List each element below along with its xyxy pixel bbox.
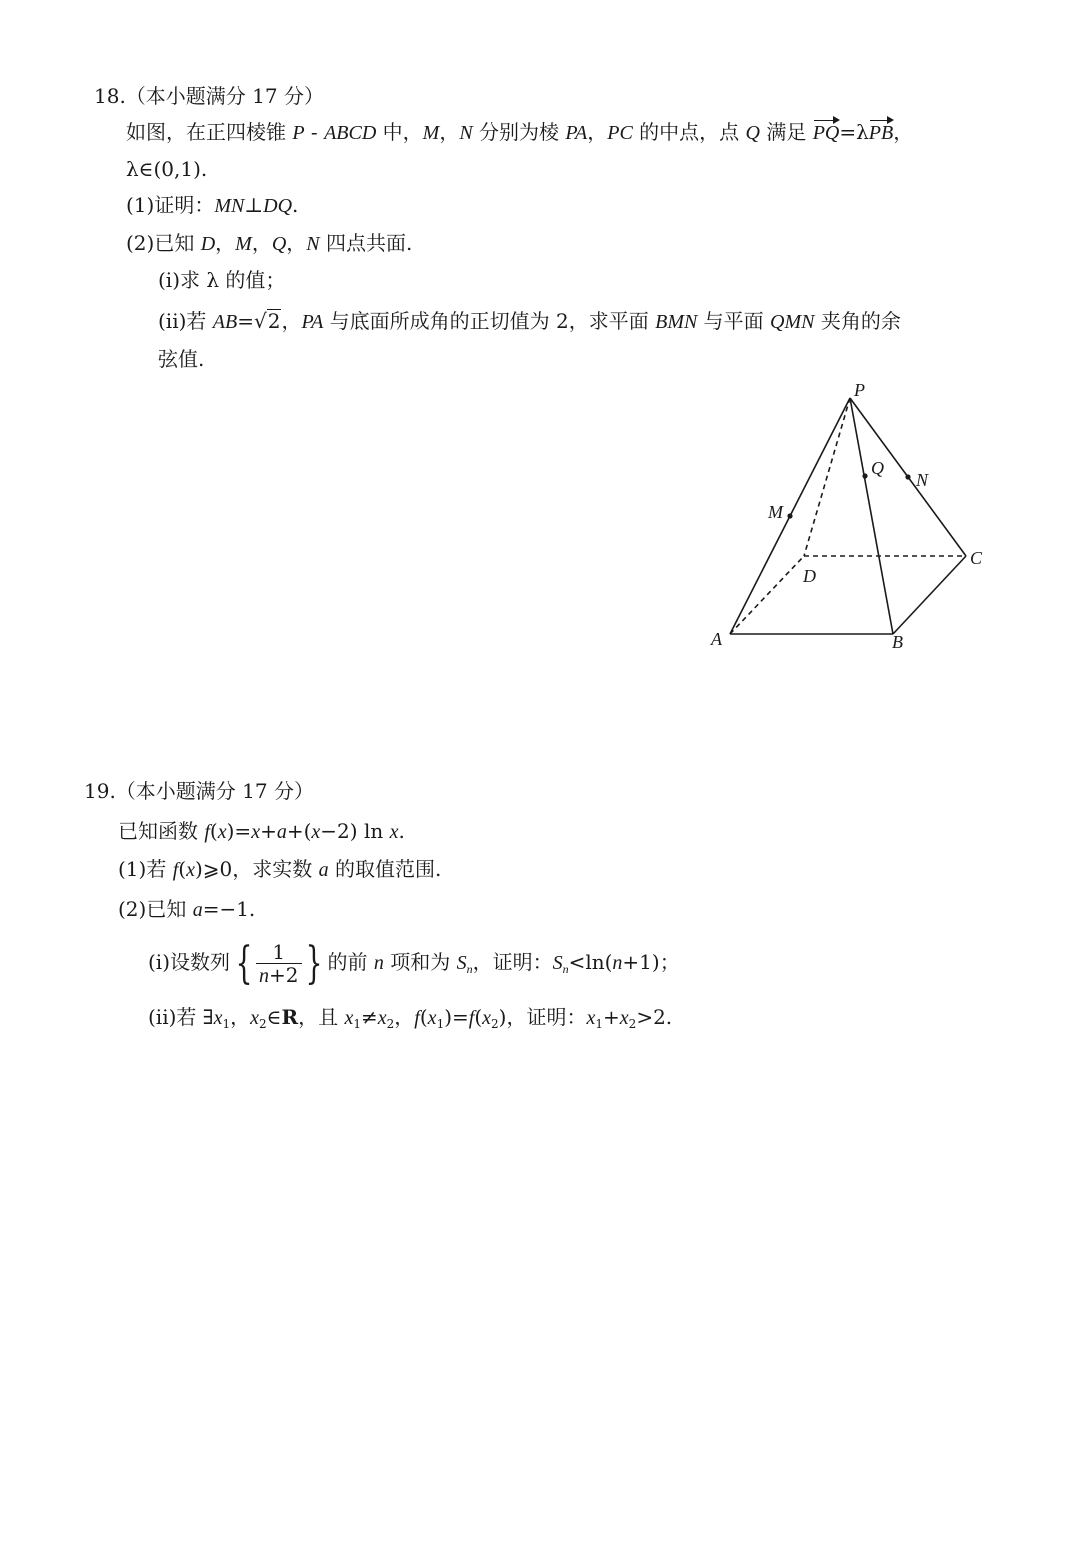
label-D: D — [803, 566, 816, 586]
edge-PB — [850, 398, 893, 634]
right-brace: } — [305, 937, 322, 989]
problem-18-statement-line1: 如图，在正四棱锥 P - ABCD 中，M，N 分别为棱 PA，PC 的中点，点 Q 满足 PQ=λPB， — [126, 118, 913, 147]
edge-PD — [804, 398, 850, 556]
label-N: N — [916, 470, 929, 490]
edge-BC — [893, 556, 966, 634]
problem-18-part2-i: (i)求 λ 的值； — [158, 268, 286, 292]
label-M: M — [768, 502, 783, 522]
problem-18-part1: (1)证明：MN⊥DQ. — [126, 193, 299, 217]
left-brace: { — [235, 937, 253, 989]
problem-19-part1: (1)若 f(x)⩾0，求实数 a 的取值范围. — [118, 857, 442, 881]
vector-PB: PB — [869, 119, 893, 147]
problem-18-statement-line2: λ∈(0,1). — [126, 157, 208, 181]
point-Q — [862, 473, 867, 478]
pyramid-figure — [700, 380, 1000, 660]
label-C: C — [970, 548, 983, 568]
problem-19-part2-ii: (ii)若 $\exists x_1$，$x_2\in R$，且 $x_1\ne x_2$，$f(x_1)=f(x_2)$，证明：$x_1+x_2>2$. — [148, 1005, 673, 1031]
point-N — [905, 474, 910, 479]
problem-18-part2-ii: (ii)若 AB=√2，PA 与底面所成角的正切值为 2，求平面 BMN 与平面 QMN 夹角的余 — [158, 309, 901, 333]
problem-18-part2: (2)已知 D，M，Q，N 四点共面. — [126, 231, 413, 255]
problem-19-header: 19.（本小题满分 17 分） — [84, 779, 314, 803]
vector-PQ: PQ — [813, 119, 840, 147]
problem-18-part2-ii-cont: 弦值. — [158, 347, 205, 371]
label-P: P — [854, 380, 865, 400]
label-A: A — [711, 629, 722, 649]
point-M — [787, 513, 792, 518]
problem-19-part2-i: (i)设数列 { $\frac{1}{n+2}$ } 的前 n 项和为 $S_n$，证明：$S_n<\ln(n+1)$； — [148, 937, 680, 989]
label-Q: Q — [871, 458, 884, 478]
problem-19-part2: (2)已知 a=−1. — [118, 897, 256, 921]
label-B: B — [892, 632, 903, 652]
fraction-1-over-n-plus-2: $\frac{1}{n+2}$ — [256, 941, 301, 987]
problem-19-statement: 已知函数 f(x)=x+a+(x−2) ln x. — [118, 819, 405, 843]
edge-AD — [730, 556, 804, 634]
problem-18-header: 18.（本小题满分 17 分） — [94, 84, 324, 108]
